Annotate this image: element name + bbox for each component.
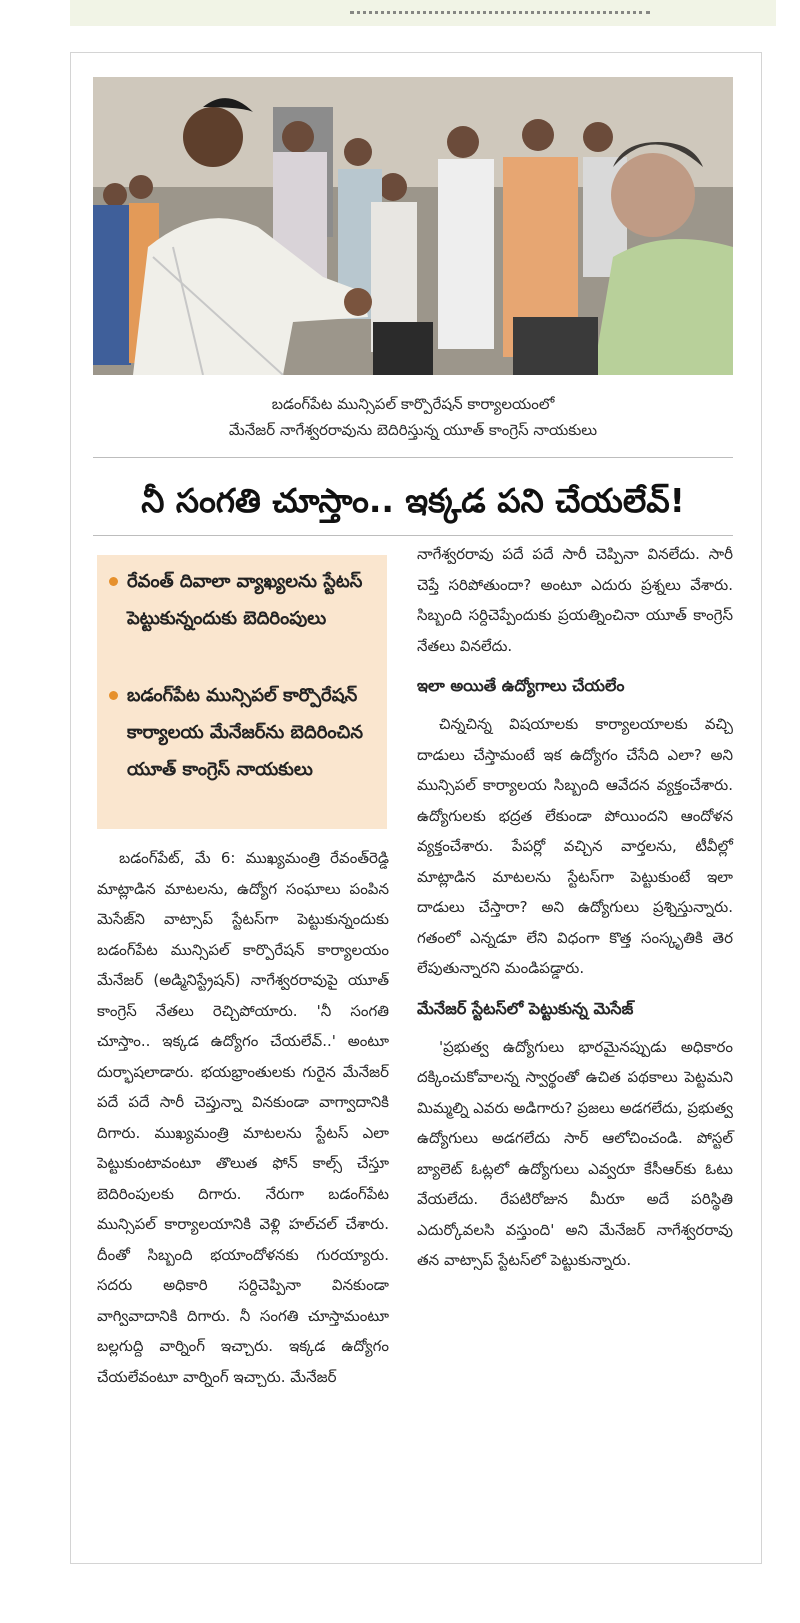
headline-divider	[93, 535, 733, 536]
body-paragraph: నాగేశ్వరరావు పదే పదే సారీ చెప్పినా వినలేదు. సారీ చెప్తే సరిపోతుందా? అంటూ ఎదురు ప్రశ్నలు వేశారు. సిబ్బంది సర్దిచెప్పేందుకు ప్రయత్నించినా యూత్‌ కాంగ్రెస్‌ నేతలు వినలేదు.	[417, 545, 733, 655]
body-paragraph: చిన్నచిన్న విషయాలకు కార్యాలయాలకు వచ్చి దాడులు చేస్తామంటే ఇక ఉద్యోగం చేసేది ఎలా? అని మున్సిపల్‌ కార్యాలయ సిబ్బంది ఆవేదన వ్యక్తంచేశారు. ఉద్యోగులకు భద్రత లేకుండా పోయిందని ఆందోళన వ్యక్తంచేశారు. పేపర్లో వచ్చిన వార్తలను, టీవీల్లో మాట్లాడిన మాటలను స్టేటస్‌గా పెట్టుకుంటే ఇలా దాడులు చేస్తారా? అని ఉద్యోగులు ప్రశ్నిస్తున్నారు. గతంలో ఎన్నడూ లేని విధంగా కొత్త సంస్కృతికి తెర లేపుతున్నారని మండిపడ్డారు.	[417, 715, 733, 977]
highlight-text: బడంగ్‌పేట మున్సిపల్‌ కార్పొరేషన్‌ కార్యాలయ మేనేజర్‌ను బెదిరించిన యూత్‌ కాంగ్రెస్‌ నాయకులు	[127, 685, 363, 780]
article-column-left	[97, 843, 389, 1392]
article-column-right	[417, 539, 733, 1276]
highlights-box	[97, 555, 387, 829]
article-headline: నీ సంగతి చూస్తాం.. ఇక్కడ పని చేయలేవ్‌!	[141, 481, 685, 520]
section-subheading: మేనేజర్‌ స్టేటస్‌లో పెట్టుకున్న మెసేజ్‌	[417, 998, 634, 1018]
highlight-item	[109, 677, 381, 788]
bullet-icon	[109, 577, 118, 586]
bullet-icon	[109, 691, 118, 700]
section-subheading: ఇలా అయితే ఉద్యోగాలు చేయలేం	[417, 676, 625, 695]
caption-line-2: మేనేజర్‌ నాగేశ్వరరావును బెదిరిస్తున్న యూత్‌ కాంగ్రెస్‌ నాయకులు	[228, 421, 598, 439]
photo-caption	[93, 391, 733, 443]
caption-divider	[93, 457, 733, 458]
highlight-item	[109, 563, 381, 637]
highlight-text: రేవంత్‌ దివాలా వ్యాఖ్యలను స్టేటస్‌ పెట్టుకున్నందుకు బెదిరింపులు	[127, 571, 363, 629]
news-photo	[93, 77, 733, 375]
previous-clip-strip	[70, 0, 776, 26]
previous-clip-text-fragment	[350, 3, 650, 14]
newspaper-clipping	[70, 52, 762, 1564]
caption-line-1: బడంగ్‌పేట మున్సిపల్‌ కార్పొరేషన్‌ కార్యాలయంలో	[271, 395, 555, 413]
body-paragraph: బడంగ్‌పేట్‌, మే 6: ముఖ్యమంత్రి రేవంత్‌రెడ్డి మాట్లాడిన మాటలను, ఉద్యోగ సంఘాలు పంపిన మెసేజ్‌ని వాట్సాప్‌ స్టేటస్‌గా పెట్టుకున్నందుకు బడంగ్‌పేట మున్సిపల్‌ కార్పొరేషన్‌ కార్యాలయం మేనేజర్‌ (అడ్మినిస్ట్రేషన్‌) నాగేశ్వరరావుపై యూత్‌ కాంగ్రెస్‌ నేతలు రెచ్చిపోయారు. 'నీ సంగతి చూస్తాం.. ఇక్కడ ఉద్యోగం చేయలేవ్‌..' అంటూ దుర్భాషలాడారు. భయభ్రాంతులకు గురైన మేనేజర్‌ పదే పదే సారీ చెప్తున్నా వినకుండా వాగ్వాదానికి దిగారు. ముఖ్యమంత్రి మాటలను స్టేటస్‌ ఎలా పెట్టుకుంటావంటూ తొలుత ఫోన్‌ కాల్స్‌ చేస్తూ బెదిరింపులకు దిగారు. నేరుగా బడంగ్‌పేట మున్సిపల్‌ కార్యాలయానికి వెళ్లి హల్‌చల్‌ చేశారు. దీంతో సిబ్బంది భయాందోళనకు గురయ్యారు. సదరు అధికారి సర్దిచెప్పినా వినకుండా వాగ్వివాదానికి దిగారు. నీ సంగతి చూస్తామంటూ బల్లగుద్ది వార్నింగ్‌ ఇచ్చారు. ఇక్కడ ఉద్యోగం చేయలేవంటూ వార్నింగ్‌ ఇచ్చారు. మేనేజర్‌	[97, 849, 389, 1386]
news-photo-illustration	[93, 77, 733, 375]
body-paragraph: 'ప్రభుత్వ ఉద్యోగులు భారమైనప్పుడు అధికారం దక్కించుకోవాలన్న స్వార్థంతో ఉచిత పథకాలు పెట్టమని మిమ్మల్ని ఎవరు అడిగారు? ప్రజలు అడగలేదు, ప్రభుత్వ ఉద్యోగులు అడగలేదు సార్‌ ఆలోచించండి. పోస్టల్‌ బ్యాలెట్‌ ఓట్లలో ఉద్యోగులు ఎవ్వరూ కేసీఆర్‌కు ఓటు వేయలేదు. రేపటిరోజున మీరూ అదే పరిస్థితి ఎదుర్కోవలసి వస్తుంది' అని మేనేజర్‌ నాగేశ్వరరావు తన వాట్సాప్‌ స్టేటస్‌లో పెట్టుకున్నారు.	[417, 1037, 733, 1269]
